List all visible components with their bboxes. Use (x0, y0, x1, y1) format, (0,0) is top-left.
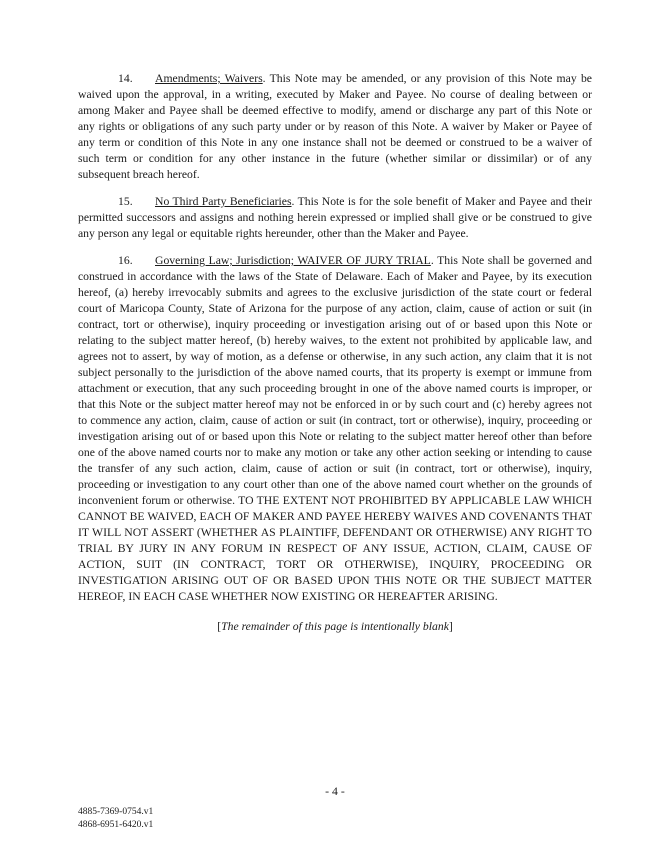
page-number: - 4 - (325, 784, 345, 798)
section-16-number: 16. (118, 254, 133, 267)
remainder-note-close-bracket: ] (448, 620, 453, 633)
section-15-number: 15. (118, 195, 133, 208)
section-15-text: . This Note is for the sole benefit of Maker and Payee and their permitted successors and assigns and nothing herein expressed or implied shall give or be construed to give any person any legal or equitable rights hereunder, other than the Maker and Payee. (78, 195, 592, 240)
document-body (78, 71, 592, 635)
remainder-note-text: The remainder of this page is intentionally blank (221, 620, 449, 633)
section-14-text: . This Note may be amended, or any provision of this Note may be waived upon the approval, in a writing, executed by Maker and Payee. No course of dealing between or among Maker and Payee shall be deemed effective to modify, amend or discharge any part of this Note or any rights or obligations of any such party under or by reason of this Note. A waiver by Maker or Payee of any term or condition of this Note in any one instance shall not be deemed or construed to be a waiver of such term or condition for any other instance in the future (whether similar or dissimilar) or of any subsequent breach hereof. (78, 72, 592, 181)
section-14-heading: Amendments; Waivers (155, 72, 263, 85)
section-14-paragraph (78, 71, 592, 183)
section-15-heading: No Third Party Beneficiaries (155, 195, 292, 208)
section-16-paragraph (78, 253, 592, 605)
document-id-line-2: 4868-6951-6420.v1 (78, 819, 154, 830)
remainder-note-open-bracket: [ (217, 620, 222, 633)
section-16-heading: Governing Law; Jurisdiction; WAIVER OF JURY TRIAL (155, 254, 431, 267)
section-15-paragraph (78, 194, 592, 242)
document-id-footer (78, 806, 153, 831)
remainder-note (78, 619, 592, 635)
section-14-number: 14. (118, 72, 133, 85)
section-16-text: . This Note shall be governed and construed in accordance with the laws of the State of Delaware. Each of Maker and Payee, by its execution hereof, (a) hereby irrevocably submits and agrees to the exclusive jurisdiction of the state court or federal court of Maricopa County, State of Arizona for the purpose of any action, claim, cause of action or suit (in contract, tort or otherwise), inquiry proceeding or investigation arising out of or based upon this Note or relating to the subject matter hereof, (b) hereby waives, to the extent not prohibited by applicable law, and agrees not to assert, by way of motion, as a defense or otherwise, in any such action, any claim that it is not subject personally to the jurisdiction of the above named courts, that its property is exempt or immune from attachment or execution, that any such proceeding brought in one of the above named courts is improper, or that this Note or the subject matter hereof may not be enforced in or by such court and (c) hereby agrees not to commence any action, claim, cause of action or suit (in contract, tort or otherwise), inquiry, proceeding or investigation arising out of or based upon this Note or relating to the subject matter hereof other than before one of the above named courts nor to make any motion or take any other action seeking or intending to cause the transfer of any such action, claim, cause of action or suit (in contract, tort or otherwise), inquiry, proceeding or investigation to any court other than one of the above named court whether on the grounds of inconvenient forum or otherwise. TO THE EXTENT NOT PROHIBITED BY APPLICABLE LAW WHICH CANNOT BE WAIVED, EACH OF MAKER AND PAYEE HEREBY WAIVES AND COVENANTS THAT IT WILL NOT ASSERT (WHETHER AS PLAINTIFF, DEFENDANT OR OTHERWISE) ANY RIGHT TO TRIAL BY JURY IN ANY FORUM IN RESPECT OF ANY ISSUE, ACTION, CLAIM, CAUSE OF ACTION, SUIT (IN CONTRACT, TORT OR OTHERWISE), INQUIRY, PROCEEDING OR INVESTIGATION ARISING OUT OF OR BASED UPON THIS NOTE OR THE SUBJECT MATTER HEREOF, IN EACH CASE WHETHER NOW EXISTING OR HEREAFTER ARISING. (78, 254, 592, 603)
document-id-line-1: 4885-7369-0754.v1 (78, 807, 154, 817)
